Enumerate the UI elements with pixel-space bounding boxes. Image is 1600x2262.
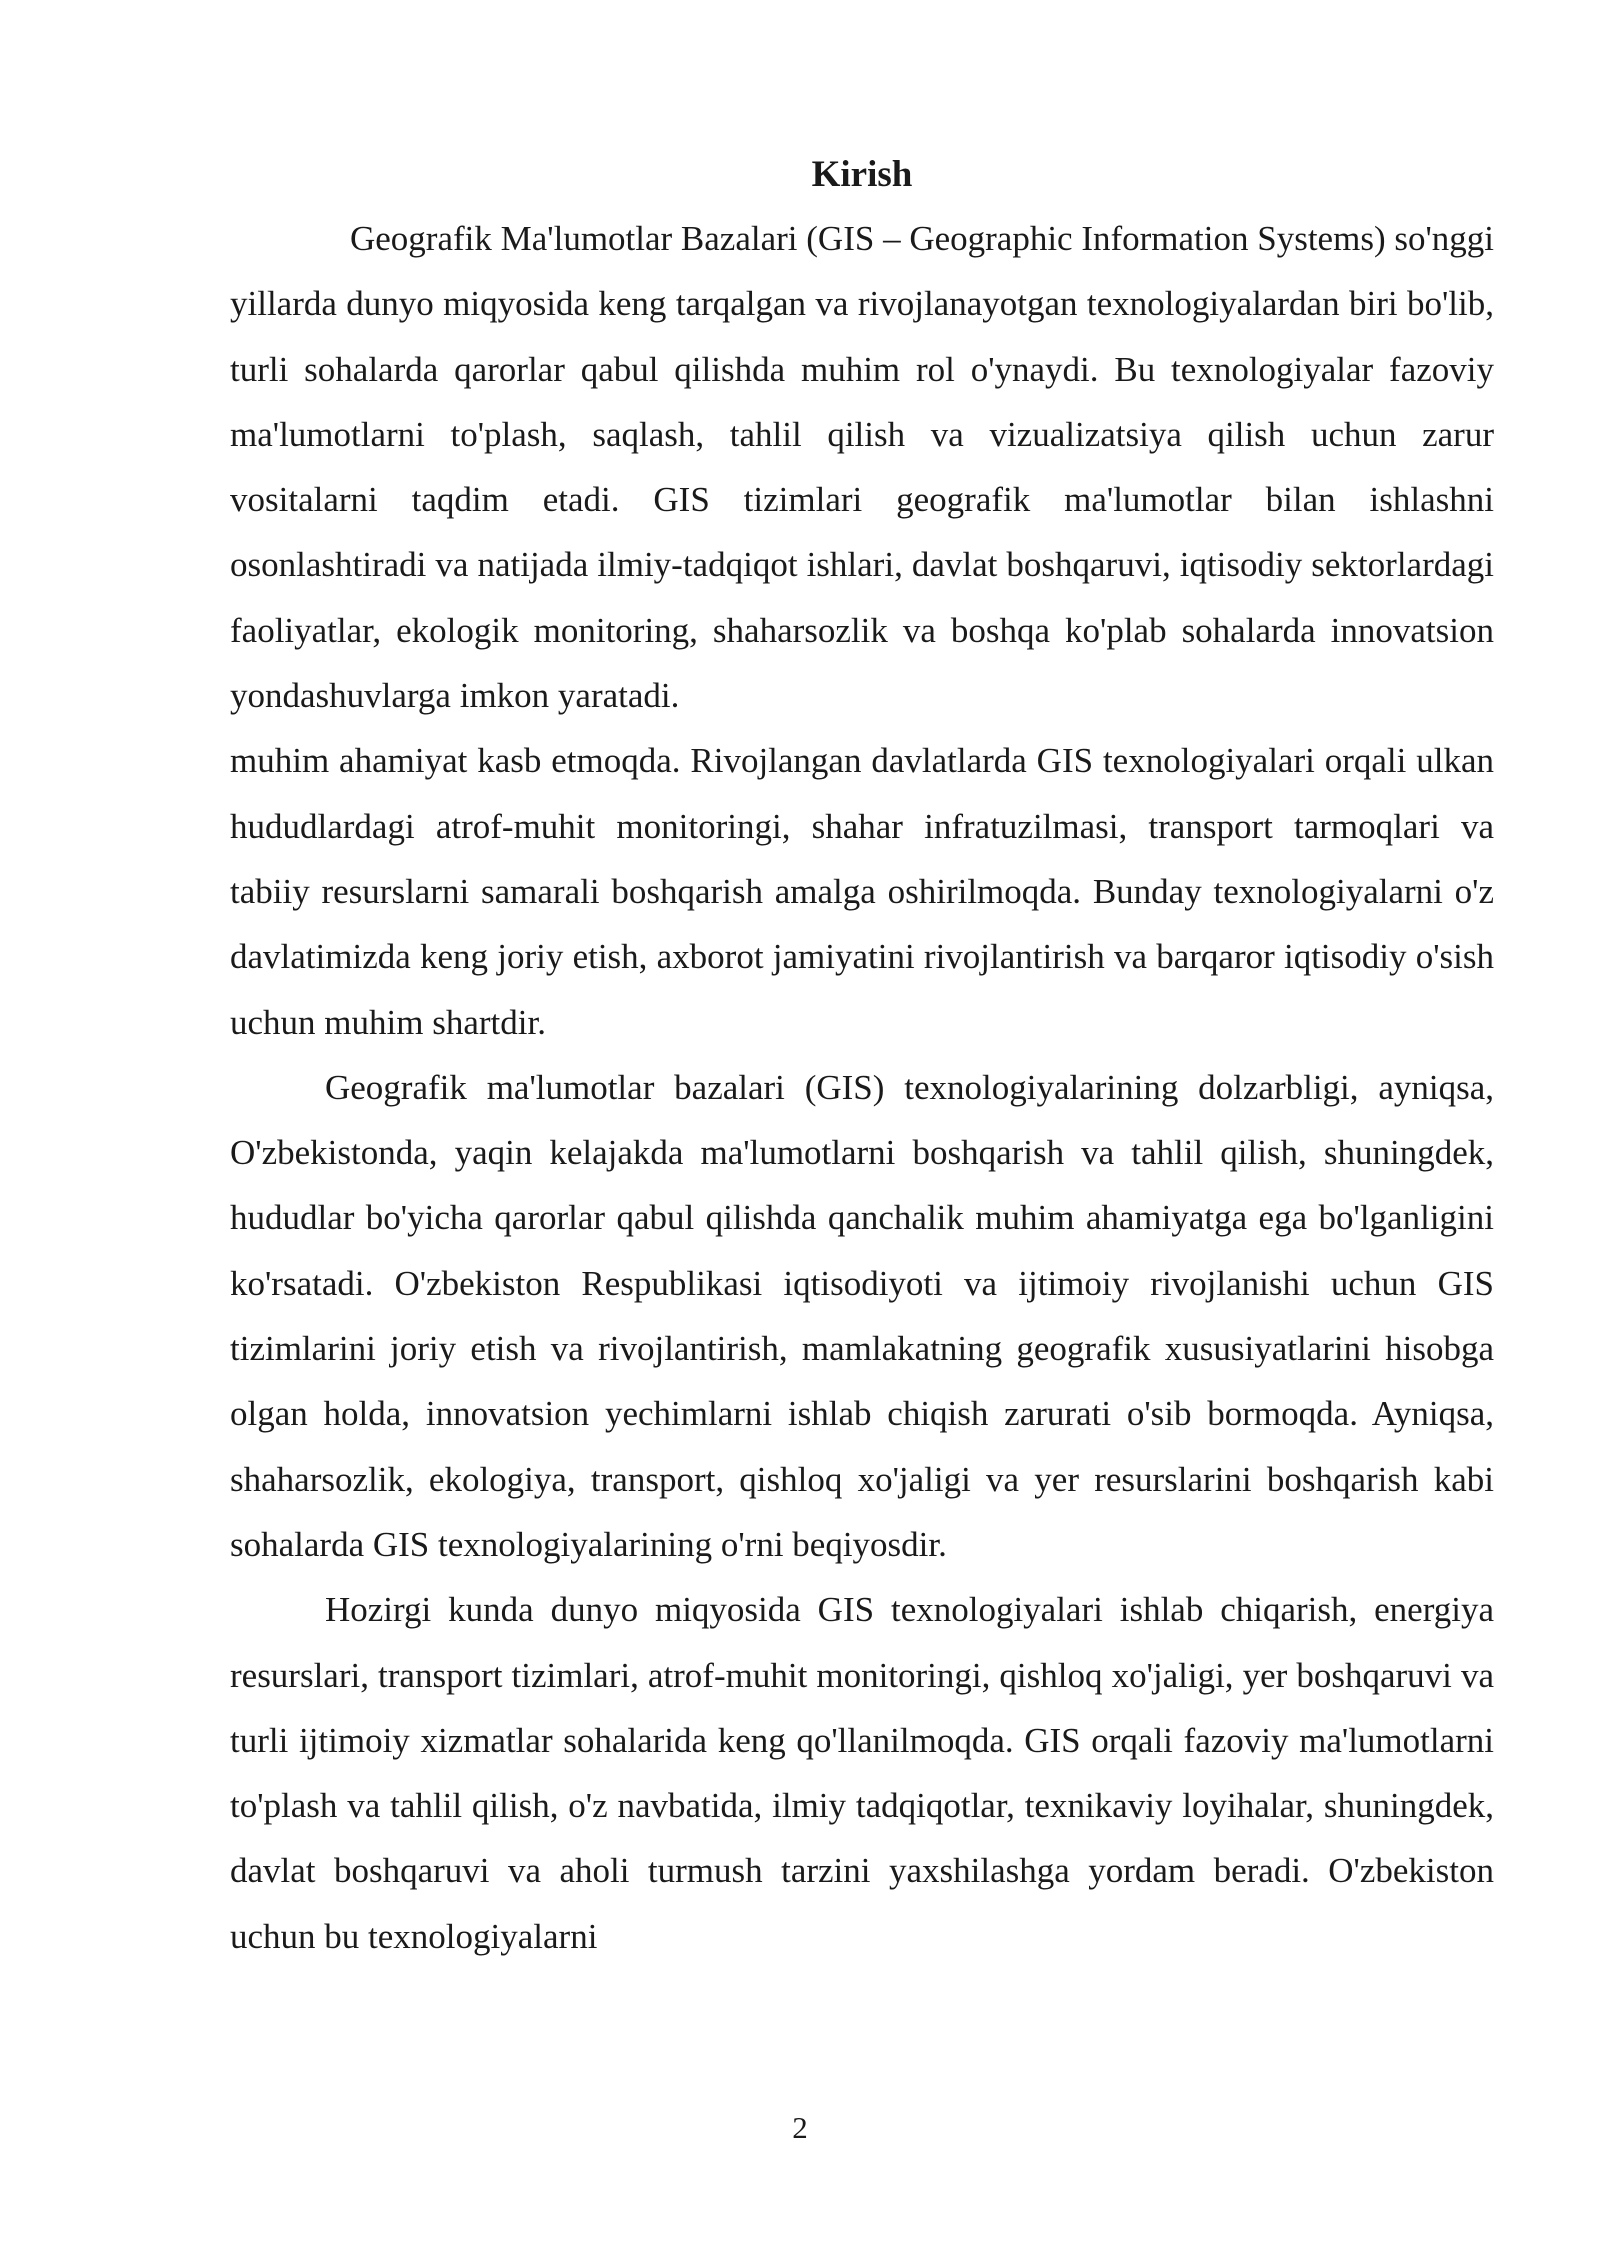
page-body — [230, 150, 1494, 1969]
paragraph-3: Geografik ma'lumotlar bazalari (GIS) texnologiyalarining dolzarbligi, ayniqsa, O'zbekistonda, yaqin kelajakda ma'lumotlarni boshqarish va tahlil qilish, shuningdek, hududlar bo'yicha qarorlar qabul qilishda qanchalik muhim ahamiyatga ega bo'lganligini ko'rsatadi. O'zbekiston Respublikasi iqtisodiyoti va ijtimoiy rivojlanishi uchun GIS tizimlarini joriy etish va rivojlantirish, mamlakatning geografik xususiyatlarini hisobga olgan holda, innovatsion yechimlarni ishlab chiqish zarurati o'sib bormoqda. Ayniqsa, shaharsozlik, ekologiya, transport, qishloq xo'jaligi va yer resurslarini boshqarish kabi sohalarda GIS texnologiyalarining o'rni beqiyosdir. — [230, 1067, 1494, 1564]
section-title: Kirish — [811, 154, 913, 195]
paragraph-4: Hozirgi kunda dunyo miqyosida GIS texnologiyalari ishlab chiqarish, energiya resurslari, transport tizimlari, atrof-muhit monitoringi, qishloq xo'jaligi, yer boshqaruvi va turli ijtimoiy xizmatlar sohalarida keng qo'llanilmoqda. GIS orqali fazoviy ma'lumotlarni to'plash va tahlil qilish, o'z navbatida, ilmiy tadqiqotlar, texnikaviy loyihalar, shuningdek, davlat boshqaruvi va aholi turmush tarzini yaxshilashga yordam beradi. O'zbekiston uchun bu texnologiyalarni — [230, 1590, 1494, 1956]
paragraph-2: muhim ahamiyat kasb etmoqda. Rivojlangan davlatlarda GIS texnologiyalari orqali ulkan hududlardagi atrof-muhit monitoringi, shahar infratuzilmasi, transport tarmoqlari va tabiiy resurslarni samarali boshqarish amalga oshirilmoqda. Bunday texnologiyalarni o'z davlatimizda keng joriy etish, axborot jamiyatini rivojlantirish va barqaror iqtisodiy o'sish uchun muhim shartdir. — [230, 741, 1494, 1042]
page-number: 2 — [792, 2110, 808, 2145]
paragraph-1: Geografik Ma'lumotlar Bazalari (GIS – Geographic Information Systems) so'nggi yillarda dunyo miqyosida keng tarqalgan va rivojlanayotgan texnologiyalardan biri bo'lib, turli sohalarda qarorlar qabul qilishda muhim rol o'ynaydi. Bu texnologiyalar fazoviy ma'lumotlarni to'plash, saqlash, tahlil qilish va vizualizatsiya qilish uchun zarur vositalarni taqdim etadi. GIS tizimlari geografik ma'lumotlar bilan ishlashni osonlashtiradi va natijada ilmiy-tadqiqot ishlari, davlat boshqaruvi, iqtisodiy sektorlardagi faoliyatlar, ekologik monitoring, shaharsozlik va boshqa ko'plab sohalarda innovatsion yondashuvlarga imkon yaratadi. — [230, 219, 1494, 716]
